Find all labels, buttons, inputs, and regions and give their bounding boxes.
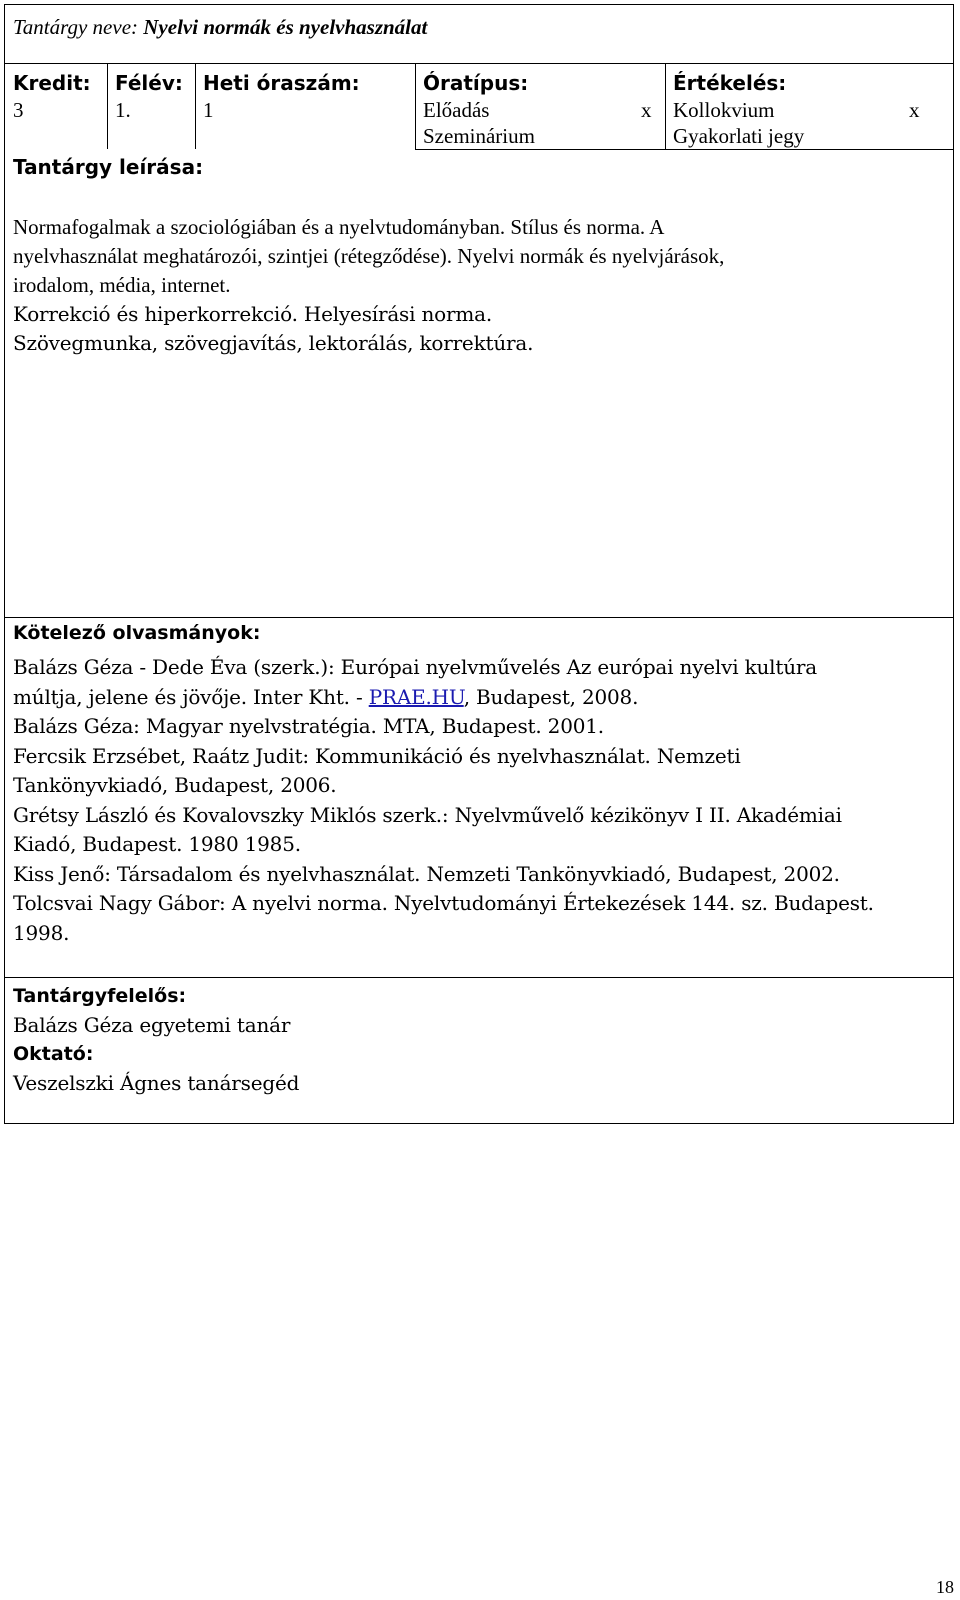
page-number: 18	[936, 1577, 954, 1597]
leiras-line: Normafogalmak a szociológiában és a nyelvtudományban. Stílus és norma. A	[13, 215, 665, 239]
divider	[665, 63, 666, 149]
divider	[415, 63, 416, 149]
divider	[195, 63, 196, 149]
course-title-value: Nyelvi normák és nyelvhasználat	[143, 15, 428, 39]
reading-line: Tolcsvai Nagy Gábor: A nyelvi norma. Nyelvtudományi Értekezések 144. sz. Budapest.	[13, 891, 874, 915]
leiras-line: Korrekció és hiperkorrekció. Helyesírási norma.	[13, 302, 492, 326]
felelos-name: Balázs Géza egyetemi tanár	[13, 1013, 291, 1037]
felelos-label: Tantárgyfelelős:	[13, 985, 187, 1007]
reading-line: 1998.	[13, 920, 70, 945]
divider	[5, 617, 953, 618]
reading-line: Grétsy László és Kovalovszky Miklós szerk.: Nyelvművelő kézikönyv I II. Akadémiai	[13, 802, 842, 827]
leiras-text	[13, 213, 724, 358]
leiras-label: Tantárgy leírása:	[13, 155, 204, 179]
reading-line: múltja, jelene és jövője. Inter Kht. - PRAE.HU, Budapest, 2008.	[13, 684, 639, 709]
reading-line: Kiadó, Budapest. 1980 1985.	[13, 832, 301, 856]
course-sheet	[4, 4, 954, 1124]
ertekeles-label: Értékelés:	[673, 71, 787, 95]
readings-label: Kötelező olvasmányok:	[13, 622, 261, 644]
reading-line: Tankönyvkiadó, Budapest, 2006.	[13, 773, 337, 797]
reading-line: Balázs Géza - Dede Éva (szerk.): Európai nyelvművelés Az európai nyelvi kultúra	[13, 655, 817, 679]
oktato-label: Oktató:	[13, 1043, 94, 1065]
heti-label: Heti óraszám:	[203, 71, 360, 95]
ertekeles-option-kollokvium: Kollokvium	[673, 98, 775, 122]
oratipus-label: Óratípus:	[423, 71, 529, 95]
divider	[5, 977, 953, 978]
leiras-line: irodalom, média, internet.	[13, 273, 231, 297]
divider	[5, 63, 953, 64]
reading-line: Fercsik Erzsébet, Raátz Judit: Kommunikáció és nyelvhasználat. Nemzeti	[13, 743, 741, 768]
ertekeles-option-gyakorlati: Gyakorlati jegy	[673, 124, 805, 148]
reading-line: Kiss Jenő: Társadalom és nyelvhasználat. Nemzeti Tankönyvkiadó, Budapest, 2002.	[13, 861, 840, 886]
ertekeles-kollokvium-mark: x	[909, 98, 920, 122]
oratipus-eloadas-mark: x	[641, 98, 652, 122]
readings-list	[13, 653, 874, 948]
kredit-label: Kredit:	[13, 71, 91, 95]
heti-value: 1	[203, 98, 214, 122]
prae-hu-link[interactable]: PRAE.HU	[368, 684, 464, 709]
divider	[415, 149, 953, 150]
kredit-value: 3	[13, 98, 24, 122]
reading-line: Balázs Géza: Magyar nyelvstratégia. MTA, Budapest. 2001.	[13, 714, 604, 738]
course-title	[13, 15, 427, 40]
oratipus-option-szeminarium: Szeminárium	[423, 124, 535, 148]
leiras-line: nyelvhasználat meghatározói, szintjei (rétegződése). Nyelvi normák és nyelvjárások,	[13, 244, 725, 268]
felev-label: Félév:	[115, 71, 183, 95]
leiras-line: Szövegmunka, szövegjavítás, lektorálás, korrektúra.	[13, 331, 534, 355]
felev-value: 1.	[115, 98, 131, 122]
divider	[107, 63, 108, 149]
course-title-label: Tantárgy neve:	[13, 15, 139, 39]
oktato-name: Veszelszki Ágnes tanársegéd	[13, 1071, 300, 1095]
oratipus-option-eloadas: Előadás	[423, 98, 490, 122]
